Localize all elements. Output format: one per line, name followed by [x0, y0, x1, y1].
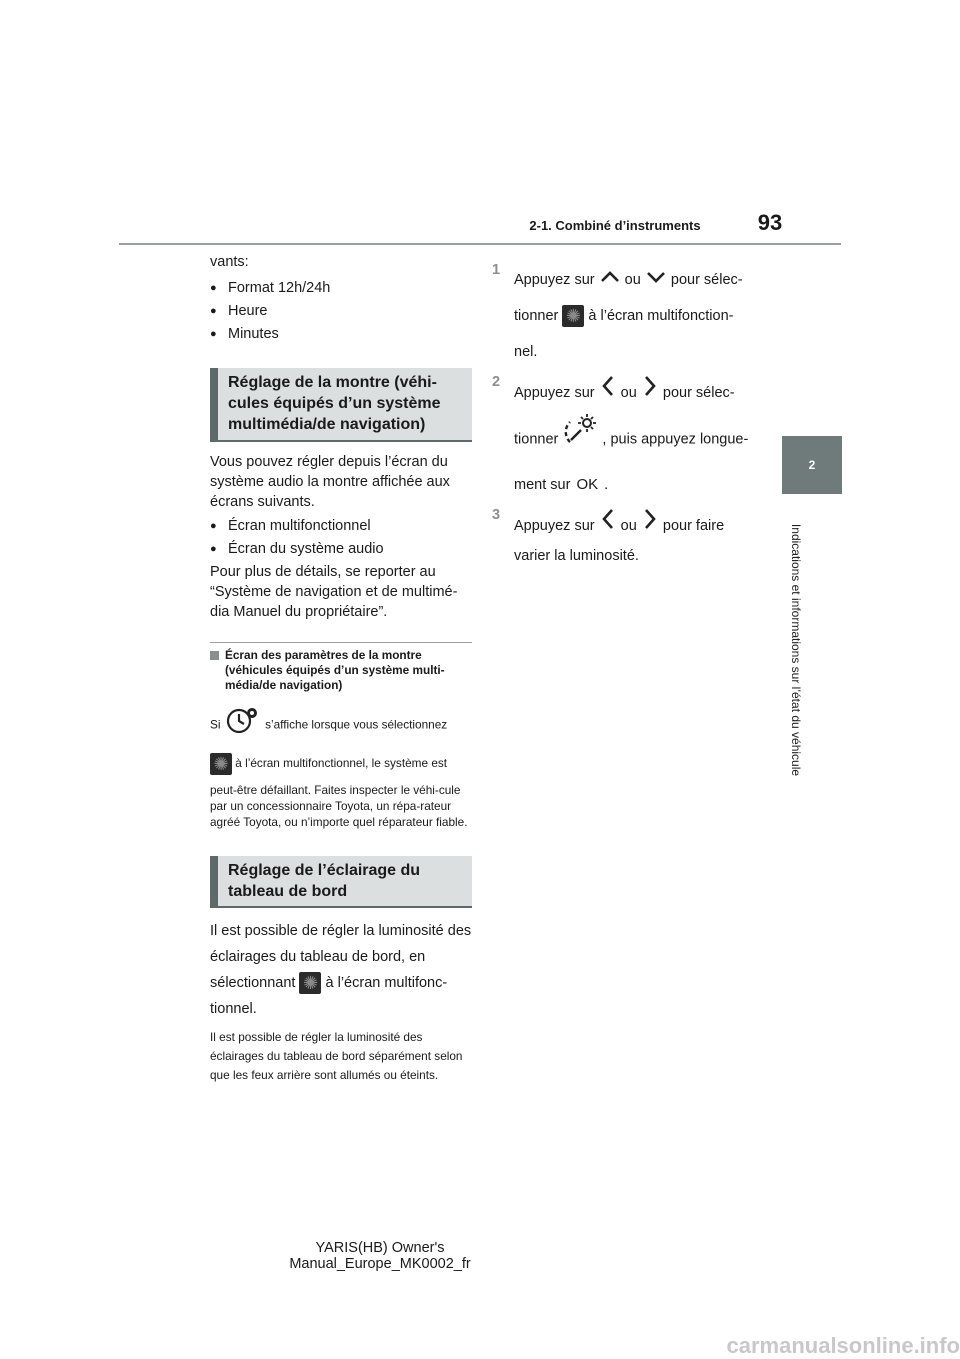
- chevron-down-icon: [645, 262, 667, 298]
- clock-note-line2: ✺ à l’écran multifonctionnel, le système est: [210, 750, 472, 776]
- step-number: 1: [492, 262, 501, 278]
- settings-gear-icon: ✺: [210, 753, 232, 775]
- page-number: 93: [757, 210, 783, 235]
- clock-note-rest: peut-être défaillant. Faites inspecter le véhi-cule par un concessionnaire Toyota, un répa-rateur agréé Toyota, ou n’importe quel réparateur fiable.: [210, 783, 468, 829]
- clock-reference-text: Pour plus de détails, se reporter au “Système de navigation et de multimé-dia Manuel du propriétaire”.: [210, 564, 458, 620]
- step-number: 2: [492, 374, 501, 391]
- chevron-right-icon: [641, 374, 659, 412]
- step-3: 3 Appuyez sur ou pour faire varier la luminosité.: [492, 507, 725, 565]
- subheading-clock-screen: Écran des paramètres de la montre (véhicules équipés d’un système multi-média/de navigation): [210, 648, 472, 693]
- watermark: carmanualsonline.info: [726, 1333, 960, 1358]
- section-heading-clock: Réglage de la montre (véhi-cules équipés d’un système multimédia/de navigation): [210, 368, 472, 442]
- settings-gear-icon: ✺: [562, 305, 584, 327]
- chevron-left-icon: [599, 507, 617, 545]
- chevron-right-icon: [641, 507, 659, 545]
- right-column: [492, 262, 762, 567]
- bullet-item: ● Minutes: [210, 324, 472, 344]
- square-bullet-icon: [210, 651, 219, 660]
- bullet-item: ● Heure: [210, 301, 472, 321]
- bullet-item: ● Écran du système audio: [210, 539, 472, 559]
- brightness-dial-icon: [562, 412, 598, 467]
- illumination-text: Il est possible de régler la luminosité des éclairages du tableau de bord, en sélectionnant ✺ à l’écran multifonc-tionnel.: [210, 923, 472, 1017]
- ok-button-label: OK: [576, 476, 599, 494]
- step-1: 1 Appuyez sur ou pour sélec- tionner ✺ à l’écran multifonction- nel.: [492, 262, 743, 361]
- header-section-title: 2-1. Combiné d’instruments: [529, 218, 701, 233]
- chevron-up-icon: [599, 262, 621, 298]
- section-heading-illumination: Réglage de l’éclairage du tableau de bord: [210, 856, 472, 908]
- settings-gear-icon: ✺: [299, 972, 321, 994]
- bullet-item: ● Format 12h/24h: [210, 278, 472, 298]
- header-divider: [119, 243, 841, 245]
- step-2: 2 Appuyez sur ou pour sélec- tionner , puis appuyez longue- ment sur OK .: [492, 374, 749, 494]
- chapter-tab: 2: [782, 436, 842, 494]
- clock-settings-icon: [224, 705, 262, 746]
- clock-note-line1: Si s’affiche lorsque vous sélectionnez: [210, 705, 472, 746]
- step-number: 3: [492, 507, 501, 524]
- subsection-divider: [210, 642, 472, 643]
- clock-text: Vous pouvez régler depuis l’écran du système audio la montre affichée aux écrans suivants.: [210, 454, 450, 510]
- chapter-label: Indications et informations sur l’état du véhicule: [789, 523, 803, 777]
- intro-text: vants:: [210, 254, 249, 270]
- bullet-item: ● Écran multifonctionnel: [210, 516, 472, 536]
- footer-manual-id: YARIS(HB) Owner's Manual_Europe_MK0002_fr: [289, 1240, 471, 1272]
- chevron-left-icon: [599, 374, 617, 412]
- left-column: [210, 252, 472, 1085]
- illumination-note: Il est possible de régler la luminosité des éclairages du tableau de bord séparément selon que les feux arrière sont allumés ou éteints.: [210, 1030, 463, 1082]
- chapter-label-vertical: [766, 505, 826, 795]
